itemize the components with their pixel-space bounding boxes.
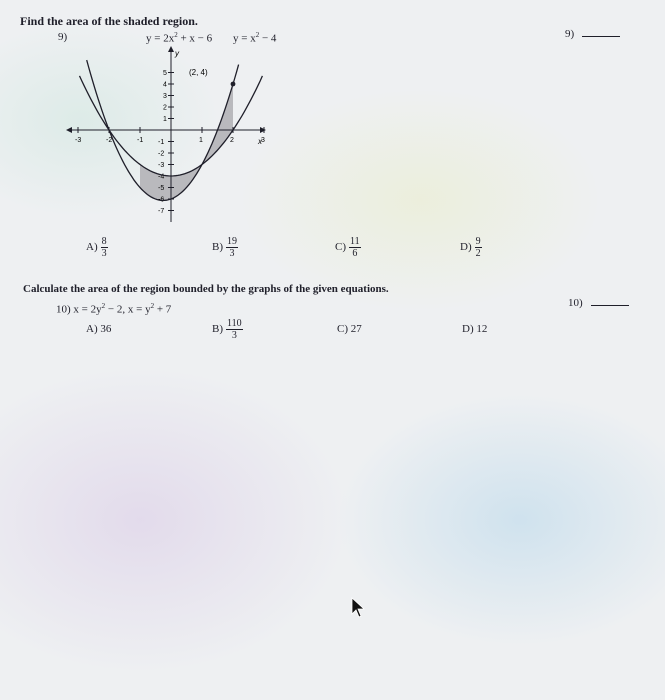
q10-instruction: Calculate the area of the region bounded by the graphs of the given equations. [23, 283, 389, 295]
q10-answer-blank[interactable] [591, 297, 629, 306]
y-tick-label: -1 [158, 139, 165, 146]
y-axis-label: y [175, 49, 179, 58]
q10-choice-d[interactable]: D) 12 [462, 323, 488, 335]
y-tick-label: -2 [158, 150, 165, 158]
q10-answer-slot[interactable] [568, 297, 629, 309]
q9-answer-label: 9) [565, 28, 575, 40]
x-tick-label: 3 [261, 137, 265, 144]
q9-answer-slot[interactable] [565, 28, 620, 40]
y-tick-label: 4 [163, 81, 167, 89]
intersection-point [231, 82, 236, 87]
y-tick-label: -7 [158, 208, 165, 215]
x-tick-label: 2 [230, 137, 234, 144]
y-tick-label: -3 [158, 162, 165, 169]
y-tick-label: -6 [158, 196, 165, 204]
q10-choice-c[interactable]: C) 27 [337, 323, 362, 335]
q10-choice-b[interactable]: B) $\frac{110}{3}$ [212, 318, 242, 341]
x-tick-label: -2 [106, 137, 113, 144]
x-tick-label: 1 [199, 137, 203, 144]
y-tick-label: 1 [163, 116, 167, 123]
y-tick-label: 5 [163, 70, 167, 77]
q10-equations: 10) $x = 2y^2 - 2$, $x = y^2 + 7$ [56, 302, 172, 316]
shaded-region-right [202, 84, 233, 165]
x-axis-label: x [258, 137, 262, 146]
y-tick-label: -5 [158, 185, 165, 192]
y-tick-label: 3 [163, 93, 167, 100]
q9-equation-2: $y = x^2 - 4$ [233, 31, 277, 45]
mouse-cursor-icon [350, 597, 366, 619]
q9-choice-d[interactable]: D) $\frac{9}{2}$ [460, 236, 481, 259]
y-axis-arrow [168, 46, 174, 52]
q9-graph [60, 44, 270, 234]
q9-answer-blank[interactable] [582, 28, 620, 37]
x-tick-label: -3 [75, 137, 82, 144]
point-label: (2, 4) [189, 68, 208, 77]
q10-choice-a[interactable]: A) 36 [86, 323, 112, 335]
q10-answer-label: 10) [568, 297, 583, 309]
q9-choice-a[interactable]: A) $\frac{8}{3}$ [86, 236, 107, 259]
x-axis-arrow-left [66, 127, 72, 133]
x-tick-label: -1 [137, 137, 144, 144]
q9-instruction: Find the area of the shaded region. [20, 14, 198, 28]
x-axis-arrow [260, 127, 266, 133]
q9-choice-c[interactable]: C) $\frac{11}{6}$ [335, 236, 360, 259]
y-tick-label: 2 [163, 104, 167, 112]
y-tick-label: -4 [158, 173, 165, 181]
q9-number: 9) [58, 31, 68, 43]
q9-equation-1: $y = 2x^2 + x - 6$ [146, 31, 213, 45]
q9-choice-b[interactable]: B) $\frac{19}{3}$ [212, 236, 237, 259]
